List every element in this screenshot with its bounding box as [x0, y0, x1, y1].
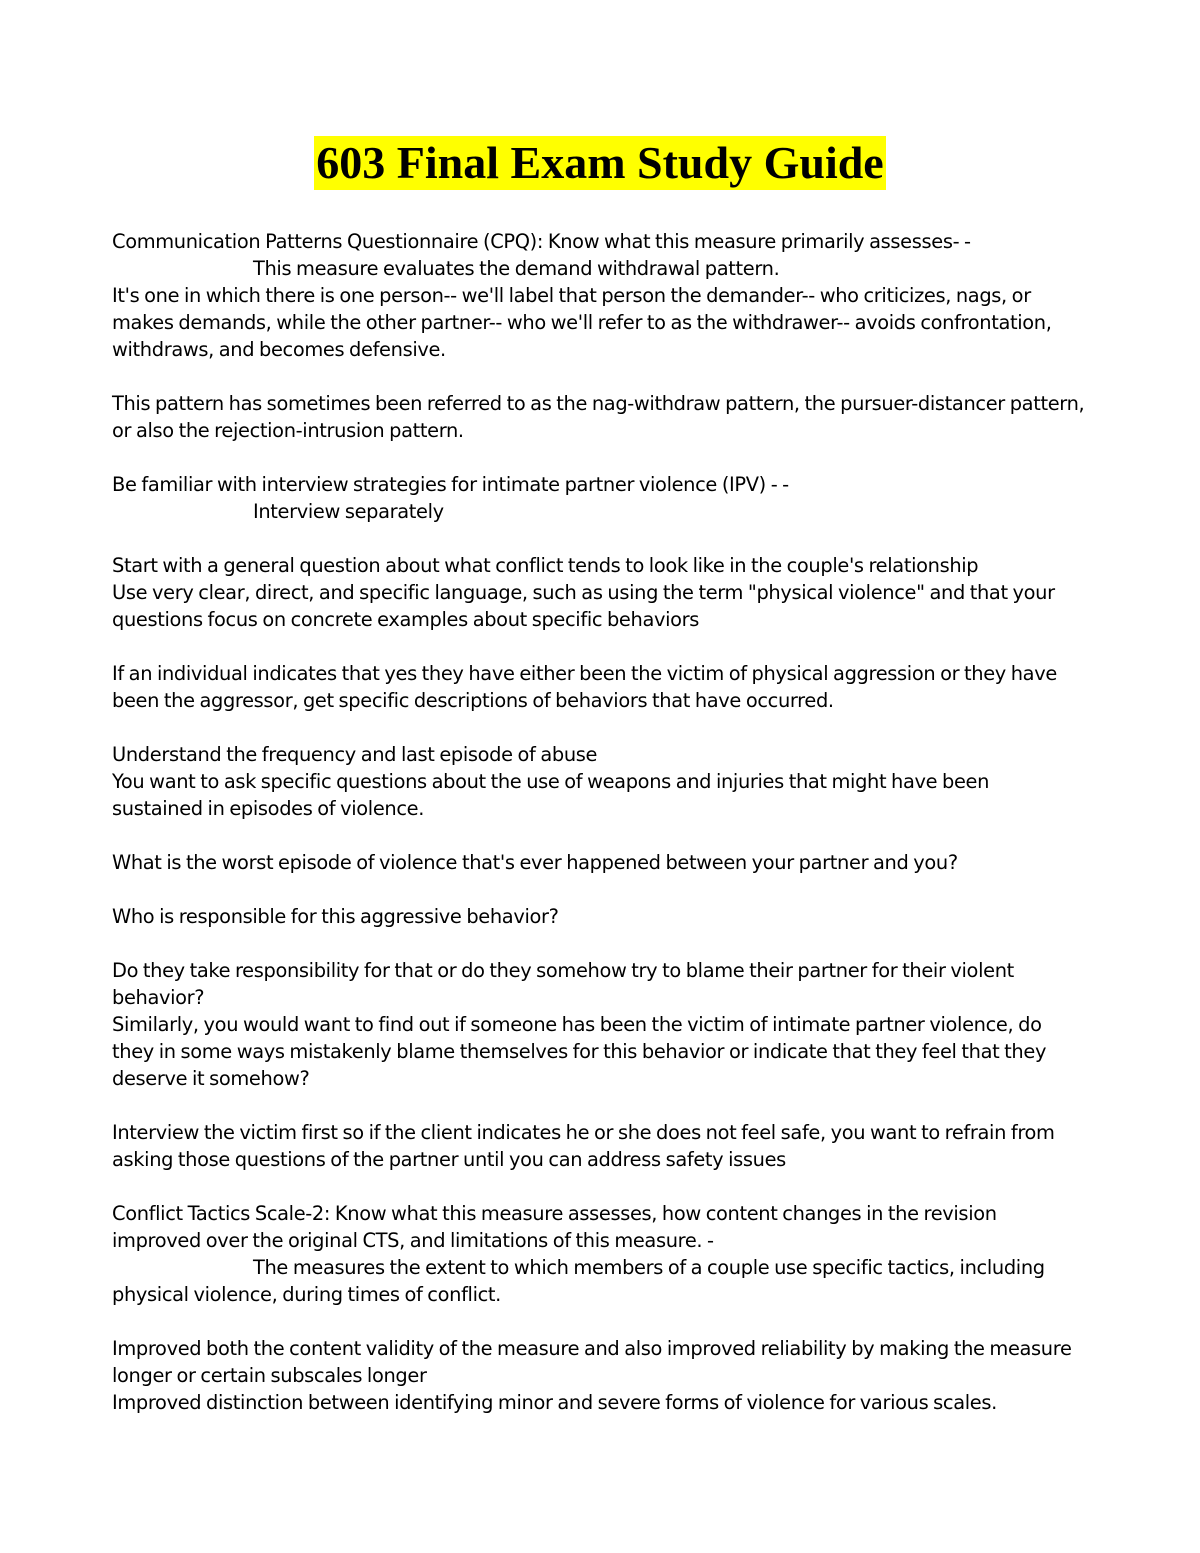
text-line: Who is responsible for this aggressive behavior? — [112, 905, 559, 928]
text-line: improved over the original CTS, and limitations of this measure. - — [112, 1229, 714, 1252]
text-line: asking those questions of the partner until you can address safety issues — [112, 1148, 786, 1171]
text-line: Be familiar with interview strategies for intimate partner violence (IPV) - - — [112, 473, 789, 496]
text-line: Start with a general question about what conflict tends to look like in the couple's relationship — [112, 554, 979, 577]
text-line: You want to ask specific questions about the use of weapons and injuries that might have been — [112, 770, 990, 793]
blank-line — [112, 876, 1102, 903]
text-line: Understand the frequency and last episode of abuse — [112, 743, 598, 766]
blank-line — [112, 930, 1102, 957]
text-line: makes demands, while the other partner-- who we'll refer to as the withdrawer-- avoids confrontation, — [112, 311, 1052, 334]
text-line: physical violence, during times of conflict. — [112, 1283, 502, 1306]
blank-line — [112, 822, 1102, 849]
text-line: been the aggressor, get specific descriptions of behaviors that have occurred. — [112, 689, 834, 712]
blank-line — [112, 525, 1102, 552]
text-line: Interview the victim first so if the client indicates he or she does not feel safe, you want to refrain from — [112, 1121, 1055, 1144]
blank-line — [112, 1173, 1102, 1200]
text-line: Improved both the content validity of the measure and also improved reliability by making the measure — [112, 1337, 1072, 1360]
text-line: Interview separately — [253, 500, 444, 523]
text-line: Do they take responsibility for that or do they somehow try to blame their partner for their violent — [112, 959, 1014, 982]
text-line: This measure evaluates the demand withdrawal pattern. — [253, 257, 780, 280]
text-line: questions focus on concrete examples about specific behaviors — [112, 608, 700, 631]
text-line: Conflict Tactics Scale-2: Know what this measure assesses, how content changes in the revision — [112, 1202, 997, 1225]
blank-line — [112, 1308, 1102, 1335]
text-line: This pattern has sometimes been referred to as the nag-withdraw pattern, the pursuer-distancer pattern, — [112, 392, 1085, 415]
text-line: What is the worst episode of violence that's ever happened between your partner and you? — [112, 851, 958, 874]
blank-line — [112, 633, 1102, 660]
blank-line — [112, 714, 1102, 741]
text-line: or also the rejection-intrusion pattern. — [112, 419, 464, 442]
text-line: Communication Patterns Questionnaire (CPQ): Know what this measure primarily assesses- - — [112, 230, 971, 253]
text-line: The measures the extent to which members of a couple use specific tactics, including — [253, 1256, 1045, 1279]
title-block — [0, 136, 1200, 190]
text-line: behavior? — [112, 986, 205, 1009]
page-title: 603 Final Exam Study Guide — [316, 137, 884, 188]
text-line: Similarly, you would want to find out if someone has been the victim of intimate partner violence, do — [112, 1013, 1042, 1036]
text-line: withdraws, and becomes defensive. — [112, 338, 446, 361]
text-line: sustained in episodes of violence. — [112, 797, 425, 820]
blank-line — [112, 1092, 1102, 1119]
text-line: they in some ways mistakenly blame themselves for this behavior or indicate that they feel that they — [112, 1040, 1047, 1063]
text-line: If an individual indicates that yes they have either been the victim of physical aggression or they have — [112, 662, 1057, 685]
blank-line — [112, 444, 1102, 471]
document-body — [112, 228, 1102, 1416]
text-line: Use very clear, direct, and specific language, such as using the term "physical violence" and that your — [112, 581, 1055, 604]
text-line: longer or certain subscales longer — [112, 1364, 427, 1387]
text-line: It's one in which there is one person-- we'll label that person the demander-- who criticizes, nags, or — [112, 284, 1031, 307]
text-line: deserve it somehow? — [112, 1067, 310, 1090]
blank-line — [112, 363, 1102, 390]
text-line: Improved distinction between identifying minor and severe forms of violence for various scales. — [112, 1391, 997, 1414]
